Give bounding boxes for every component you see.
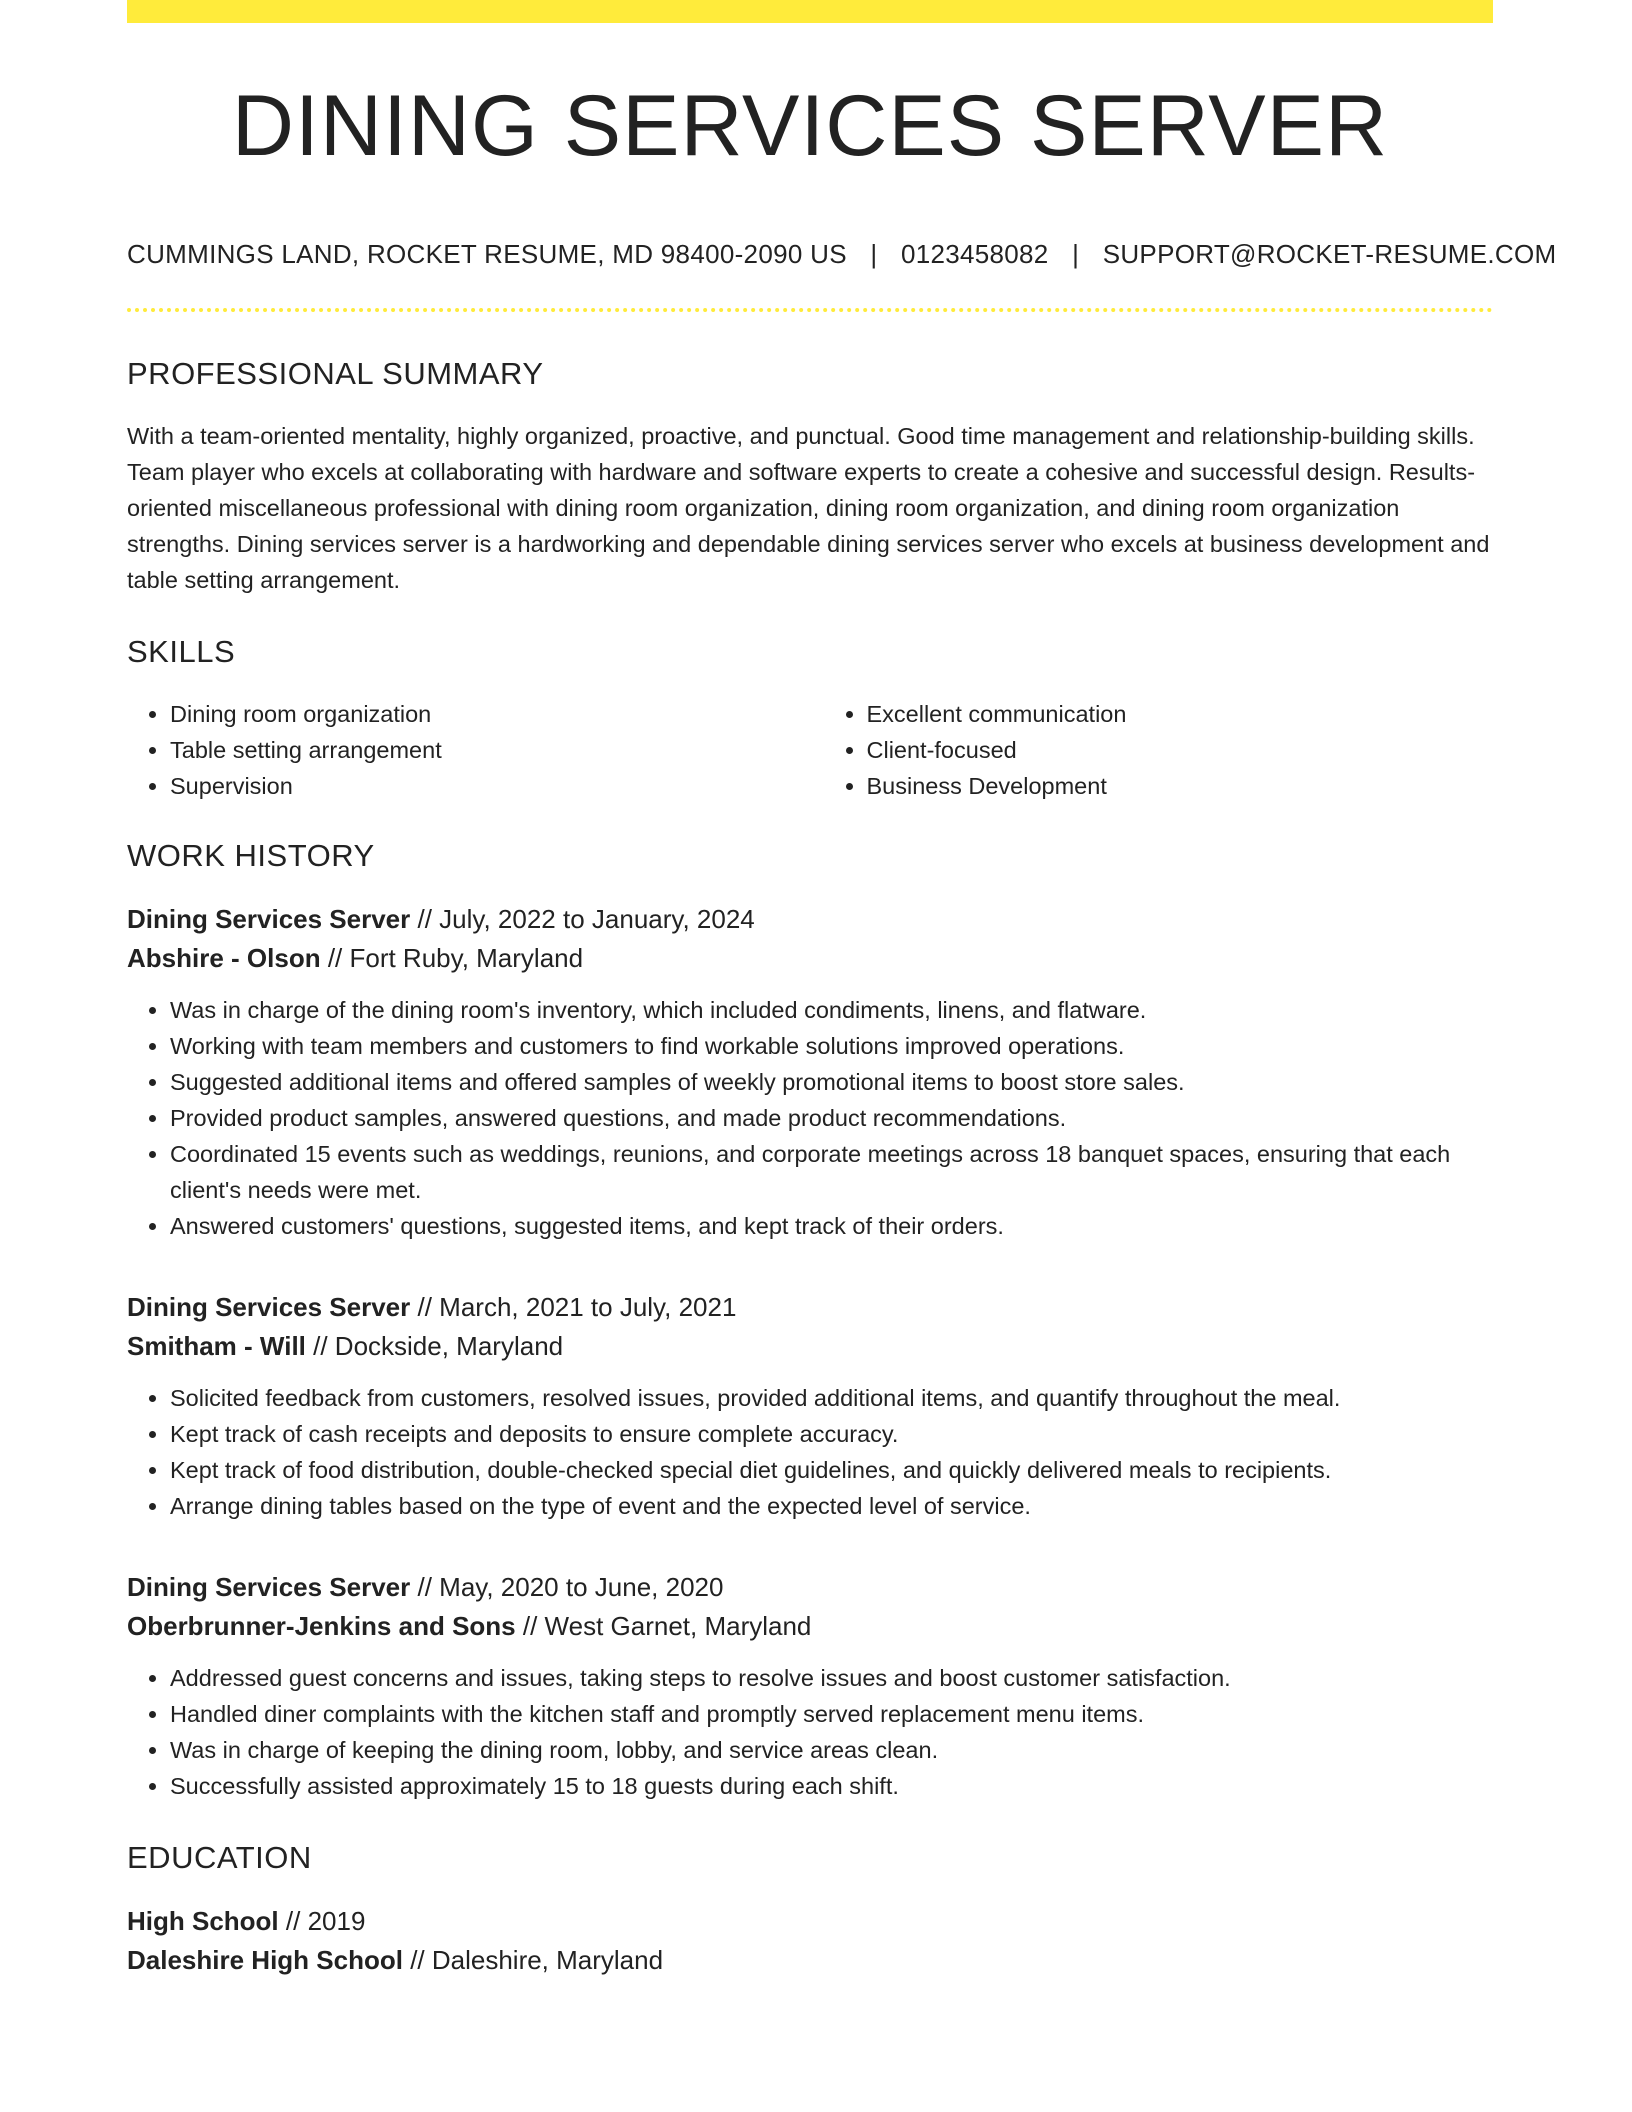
job-bullet: • Solicited feedback from customers, resolved issues, provided additional items, and quantify throughout the meal. [170, 1380, 1493, 1416]
job-bullet: • Successfully assisted approximately 15 to 18 guests during each shift. [170, 1768, 1493, 1804]
job-bullet: • Kept track of food distribution, double-checked special diet guidelines, and quickly delivered meals to recipients. [170, 1452, 1493, 1488]
education-year: // 2019 [285, 1906, 366, 1936]
job-location: // Fort Ruby, Maryland [327, 943, 584, 973]
skill-item: • Client-focused [867, 732, 1494, 768]
job-company: Oberbrunner-Jenkins and Sons [127, 1611, 516, 1641]
job-bullets [127, 992, 1493, 1244]
job-company: Smitham - Will [127, 1331, 306, 1361]
summary-heading: PROFESSIONAL SUMMARY [127, 356, 544, 391]
job-bullet: • Was in charge of keeping the dining room, lobby, and service areas clean. [170, 1732, 1493, 1768]
contact-address: CUMMINGS LAND, ROCKET RESUME, MD 98400-2090 US [127, 239, 847, 269]
job-dates: // May, 2020 to June, 2020 [417, 1572, 724, 1602]
accent-bar [127, 0, 1493, 23]
job-bullet: • Kept track of cash receipts and deposits to ensure complete accuracy. [170, 1416, 1493, 1452]
education-location: // Daleshire, Maryland [410, 1945, 664, 1975]
resume-name: DINING SERVICES SERVER [231, 78, 1389, 174]
job-bullet: • Working with team members and customers to find workable solutions improved operations. [170, 1028, 1493, 1064]
contact-separator: | [1072, 239, 1080, 269]
contact-line [127, 239, 1557, 270]
resume-page [127, 0, 1557, 1980]
job-bullet: • Addressed guest concerns and issues, taking steps to resolve issues and boost customer satisfaction. [170, 1660, 1493, 1696]
skill-item: • Dining room organization [170, 696, 797, 732]
job-location: // West Garnet, Maryland [522, 1611, 812, 1641]
job-bullet: • Answered customers' questions, suggested items, and kept track of their orders. [170, 1208, 1493, 1244]
job-role: Dining Services Server [127, 1572, 411, 1602]
job-entry [127, 900, 1493, 1244]
job-entry [127, 1568, 1493, 1804]
job-role: Dining Services Server [127, 1292, 411, 1322]
contact-email: SUPPORT@ROCKET-RESUME.COM [1102, 239, 1557, 269]
contact-separator: | [870, 239, 878, 269]
skill-item: • Table setting arrangement [170, 732, 797, 768]
job-company: Abshire - Olson [127, 943, 321, 973]
job-bullet: • Was in charge of the dining room's inventory, which included condiments, linens, and flatware. [170, 992, 1493, 1028]
job-role: Dining Services Server [127, 904, 411, 934]
job-bullet: • Coordinated 15 events such as weddings, reunions, and corporate meetings across 18 banquet spaces, ensuring that each client's needs were met. [170, 1136, 1493, 1208]
education-school-line [127, 1941, 1493, 1980]
job-bullet: • Suggested additional items and offered samples of weekly promotional items to boost store sales. [170, 1064, 1493, 1100]
skills-column-left [127, 696, 797, 804]
education-degree-line [127, 1902, 1493, 1941]
education-entry [127, 1902, 1493, 1980]
job-company-line [127, 939, 1493, 978]
job-dates: // July, 2022 to January, 2024 [417, 904, 755, 934]
skills-column-right [797, 696, 1494, 804]
skill-item: • Supervision [170, 768, 797, 804]
education-school: Daleshire High School [127, 1945, 403, 1975]
contact-phone: 0123458082 [900, 239, 1049, 269]
skill-item: • Business Development [867, 768, 1494, 804]
job-dates: // March, 2021 to July, 2021 [417, 1292, 737, 1322]
job-entry [127, 1288, 1493, 1524]
job-bullets [127, 1660, 1493, 1804]
education-heading: EDUCATION [127, 1840, 312, 1875]
skill-item: • Excellent communication [867, 696, 1494, 732]
job-bullets [127, 1380, 1493, 1524]
job-bullet: • Provided product samples, answered questions, and made product recommendations. [170, 1100, 1493, 1136]
dotted-divider [127, 308, 1493, 312]
job-location: // Dockside, Maryland [313, 1331, 564, 1361]
job-company-line [127, 1607, 1493, 1646]
skills-list [127, 696, 1493, 804]
job-bullet: • Handled diner complaints with the kitchen staff and promptly served replacement menu items. [170, 1696, 1493, 1732]
job-title-line [127, 1568, 1493, 1607]
skills-heading: SKILLS [127, 634, 236, 669]
work-history-heading: WORK HISTORY [127, 838, 375, 873]
job-title-line [127, 1288, 1493, 1327]
job-company-line [127, 1327, 1493, 1366]
job-bullet: • Arrange dining tables based on the type of event and the expected level of service. [170, 1488, 1493, 1524]
summary-text: With a team-oriented mentality, highly organized, proactive, and punctual. Good time management and relationship-building skills. Team player who excels at collaborating with hardware and software experts to create a cohesive and successful design. Results-oriented miscellaneous professional with dining room organization, dining room organization, and dining room organization strengths. Dining services server is a hardworking and dependable dining services server who excels at business development and table setting arrangement. [127, 423, 1490, 593]
job-title-line [127, 900, 1493, 939]
education-degree: High School [127, 1906, 279, 1936]
